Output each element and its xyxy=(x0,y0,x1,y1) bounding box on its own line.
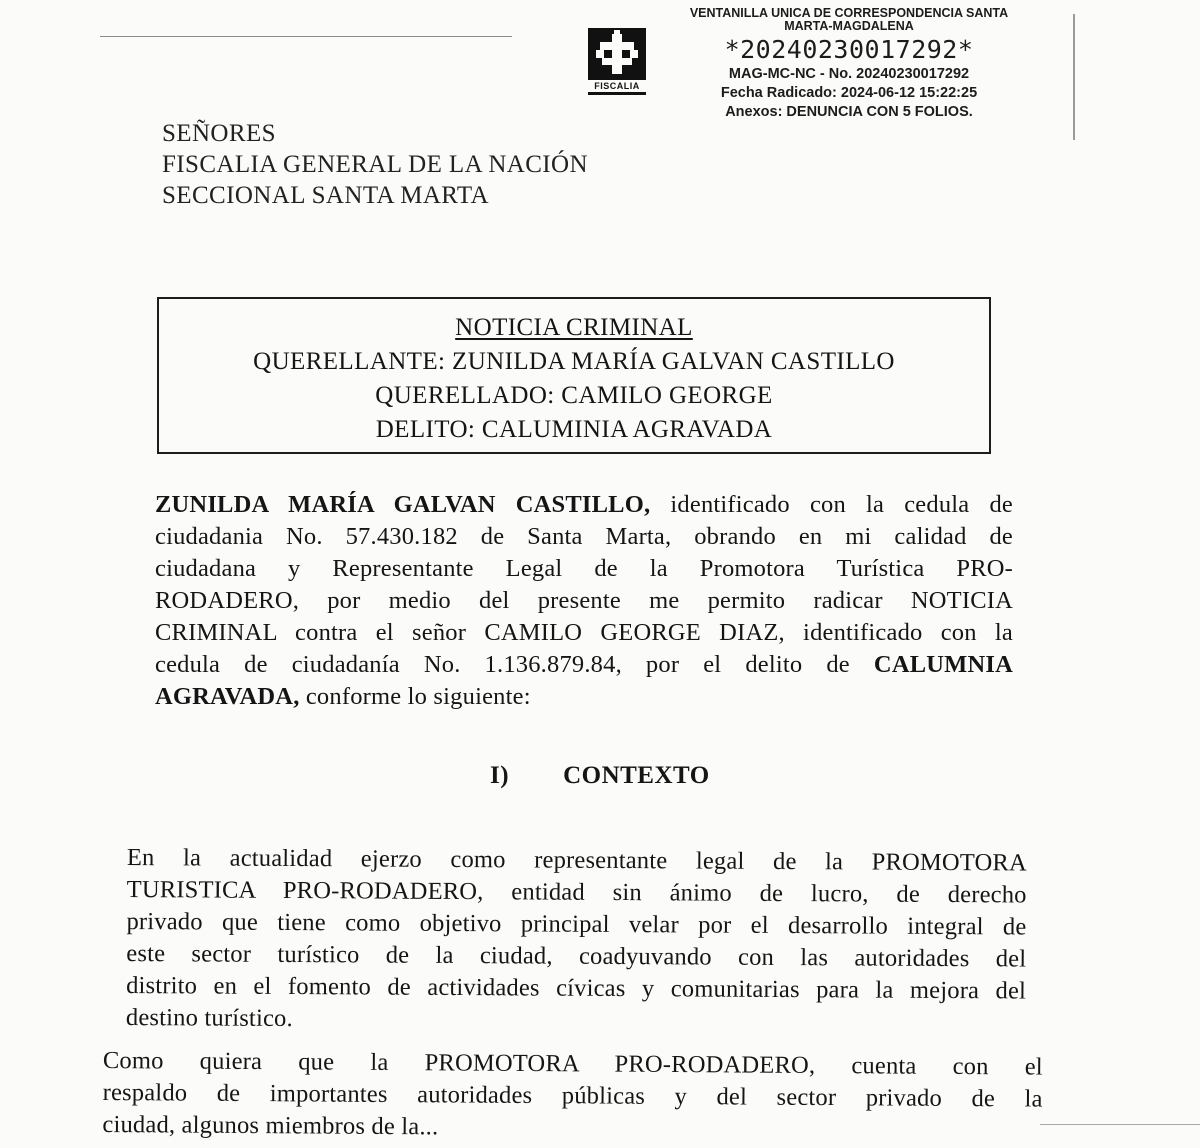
context-line: En la actualidad ejerzo como representante legal de la PROMOTORA xyxy=(126,843,1027,877)
context-line: TURISTICA PRO-RODADERO, entidad sin ánimo de lucro, de derecho xyxy=(126,875,1027,909)
second-line: respaldo de importantes autoridades públicas y del sector privado de la xyxy=(102,1078,1043,1113)
intro-line6-text: cedula de ciudadanía No. 1.136.879.84, por el delito de xyxy=(155,651,874,678)
section-title: CONTEXTO xyxy=(563,762,710,789)
logo-emblem-icon xyxy=(588,28,646,80)
intro-agravada-bold: AGRAVADA, xyxy=(155,683,300,710)
context-line: este sector turístico de la ciudad, coadyuvando con las autoridades del xyxy=(126,939,1027,973)
addressee-line3: SECCIONAL SANTA MARTA xyxy=(162,182,489,209)
stamp-office-line2: MARTA-MAGDALENA xyxy=(784,19,914,33)
intro-line xyxy=(155,649,1013,681)
intro-line7-text: conforme lo siguiente: xyxy=(299,683,531,710)
stamp-radicado: MAG-MC-NC - No. 20240230017292 xyxy=(728,66,970,82)
intro-delito-bold: CALUMNIA xyxy=(873,651,1013,678)
logo-bar xyxy=(588,92,646,95)
intro-line xyxy=(155,489,1013,521)
addressee-line2: FISCALIA GENERAL DE LA NACIÓN xyxy=(162,151,588,178)
stamp-fecha: Fecha Radicado: 2024-06-12 15:22:25 xyxy=(720,85,978,101)
top-rule xyxy=(100,36,512,37)
case-title: NOTICIA CRIMINAL xyxy=(455,314,693,341)
context-line: distrito en el fomento de actividades cívicas y comunitarias para la mejora del xyxy=(126,971,1027,1005)
intro-line: RODADERO, por medio del presente me permito radicar NOTICIA xyxy=(155,587,1013,614)
intro-line: ciudadana y Representante Legal de la Promotora Turística PRO- xyxy=(155,555,1013,582)
case-querellado: QUERELLADO: CAMILO GEORGE xyxy=(375,382,773,409)
logo-label: FISCALIA xyxy=(594,81,640,91)
context-line: destino turístico. xyxy=(125,1003,293,1033)
case-summary-box xyxy=(157,297,991,454)
section-number: I) xyxy=(490,762,510,789)
second-line: Como quiera que la PROMOTORA PRO-RODADERO, cuenta con el xyxy=(102,1047,1043,1081)
fiscalia-logo xyxy=(584,28,650,98)
case-delito: DELITO: CALUMINIA AGRAVADA xyxy=(375,416,773,443)
second-line: ciudad, algunos miembros de la... xyxy=(102,1110,439,1141)
filing-stamp xyxy=(662,6,1036,122)
addressee-line1: SEÑORES xyxy=(162,120,276,147)
stamp-barcode-number: *20240230017292* xyxy=(724,35,974,64)
section-heading xyxy=(490,762,710,790)
addressee-block xyxy=(162,118,588,211)
case-querellante: QUERELLANTE: ZUNILDA MARÍA GALVAN CASTILLO xyxy=(253,348,895,375)
intro-paragraph xyxy=(155,489,1013,713)
intro-line xyxy=(155,681,1013,713)
context-paragraph xyxy=(126,842,1027,1039)
stamp-office-line1: VENTANILLA UNICA DE CORRESPONDENCIA SANTA xyxy=(689,6,1009,20)
intro-line1-text: identificado con la cedula de xyxy=(650,491,1013,518)
context-line: privado que tiene como objetivo principal velar por el desarrollo integral de xyxy=(126,907,1027,941)
intro-line: ciudadania No. 57.430.182 de Santa Marta, obrando en mi calidad de xyxy=(155,523,1013,550)
intro-name: ZUNILDA MARÍA GALVAN CASTILLO, xyxy=(155,491,651,518)
second-paragraph xyxy=(102,1045,1043,1148)
bottom-rule xyxy=(1040,1124,1200,1125)
stamp-anexos: Anexos: DENUNCIA CON 5 FOLIOS. xyxy=(725,104,973,120)
intro-line: CRIMINAL contra el señor CAMILO GEORGE DIAZ, identificado con la xyxy=(155,619,1013,646)
stamp-edge-rule xyxy=(1073,14,1075,140)
